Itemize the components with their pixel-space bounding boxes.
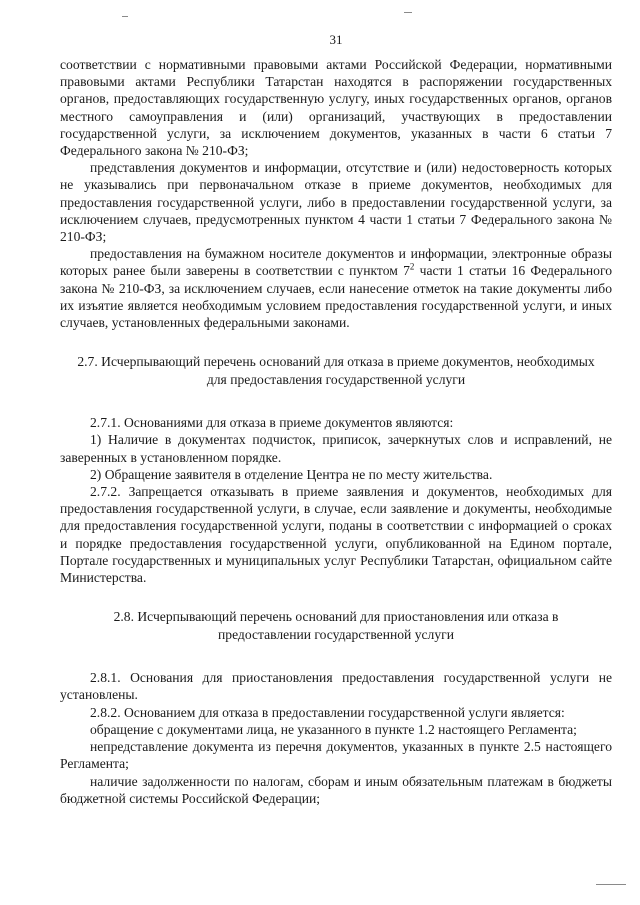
- scan-mark: [596, 884, 626, 885]
- scan-mark: [404, 12, 412, 13]
- paragraph: непредставление документа из перечня документов, указанных в пункте 2.5 настоящего Регламента;: [60, 739, 612, 772]
- paragraph: 2.7.2. Запрещается отказывать в приеме заявления и документов, необходимых для предоставления государственной услуги, в случае, если заявление и документы, необходимые для предоставления государственной услуги, поданы в соответствии с информацией о сроках и порядке предоставления государственной услуги, опубликованной на Едином портале, Портале государственных и муниципальных услуг Республики Татарстан, официальном сайте Министерства.: [60, 484, 612, 586]
- paragraph: 2.7.1. Основаниями для отказа в приеме документов являются:: [90, 415, 454, 431]
- paragraph: 2.8.2. Основанием для отказа в предоставлении государственной услуги является:: [90, 704, 565, 720]
- section-heading-2-8: 2.8. Исчерпывающий перечень оснований для приостановления или отказа в предоставлении государственной услуги: [113, 609, 559, 642]
- page-number: 31: [329, 32, 343, 47]
- paragraph-text: части 1 статьи 16 Федерального закона № 210-ФЗ, за исключением случаев, если нанесение отметок на такие документы либо их изъятие является необходимым условием предоставления государственной услуги, и иных случаев, установленных федеральными законами.: [60, 263, 612, 331]
- paragraph: 1) Наличие в документах подчисток, приписок, зачеркнутых слов и исправлений, не заверенных в установленном порядке.: [60, 432, 612, 465]
- paragraph: представления документов и информации, отсутствие и (или) недостоверность которых не указывались при первоначальном отказе в приеме документов, необходимых для предоставления государственной услуги, либо в предоставлении государственной услуги, за исключением случаев, предусмотренных пунктом 4 части 1 статьи 7 Федерального закона № 210-ФЗ;: [60, 160, 612, 245]
- superscript: 2: [409, 261, 415, 272]
- paragraph: 2) Обращение заявителя в отделение Центра не по месту жительства.: [90, 466, 493, 482]
- paragraph-text: предоставления на бумажном носителе документов и информации, электронные образы которых ранее были заверены в соответствии с пунктом 7: [60, 246, 612, 279]
- paragraph: обращение с документами лица, не указанного в пункте 1.2 настоящего Регламента;: [90, 721, 577, 737]
- section-heading-2-7: 2.7. Исчерпывающий перечень оснований для отказа в приеме документов, необходимых для предоставления государственной услуги: [77, 354, 595, 387]
- paragraph: соответствии с нормативными правовыми актами Российской Федерации, нормативными правовыми актами Республики Татарстан находятся в распоряжении государственных органов, предоставляющих государственную услугу, иных государственных органов, органов местного самоуправления и (или) организаций, участвующих в предоставлении государственной услуги, за исключением документов, указанных в части 6 статьи 7 Федерального закона № 210-ФЗ;: [60, 57, 612, 159]
- paragraph: 2.8.1. Основания для приостановления предоставления государственной услуги не установлены.: [60, 670, 612, 703]
- paragraph: [60, 245, 612, 331]
- scan-mark: [122, 16, 128, 17]
- paragraph: наличие задолженности по налогам, сборам и иным обязательным платежам в бюджеты бюджетной системы Российской Федерации;: [60, 773, 612, 806]
